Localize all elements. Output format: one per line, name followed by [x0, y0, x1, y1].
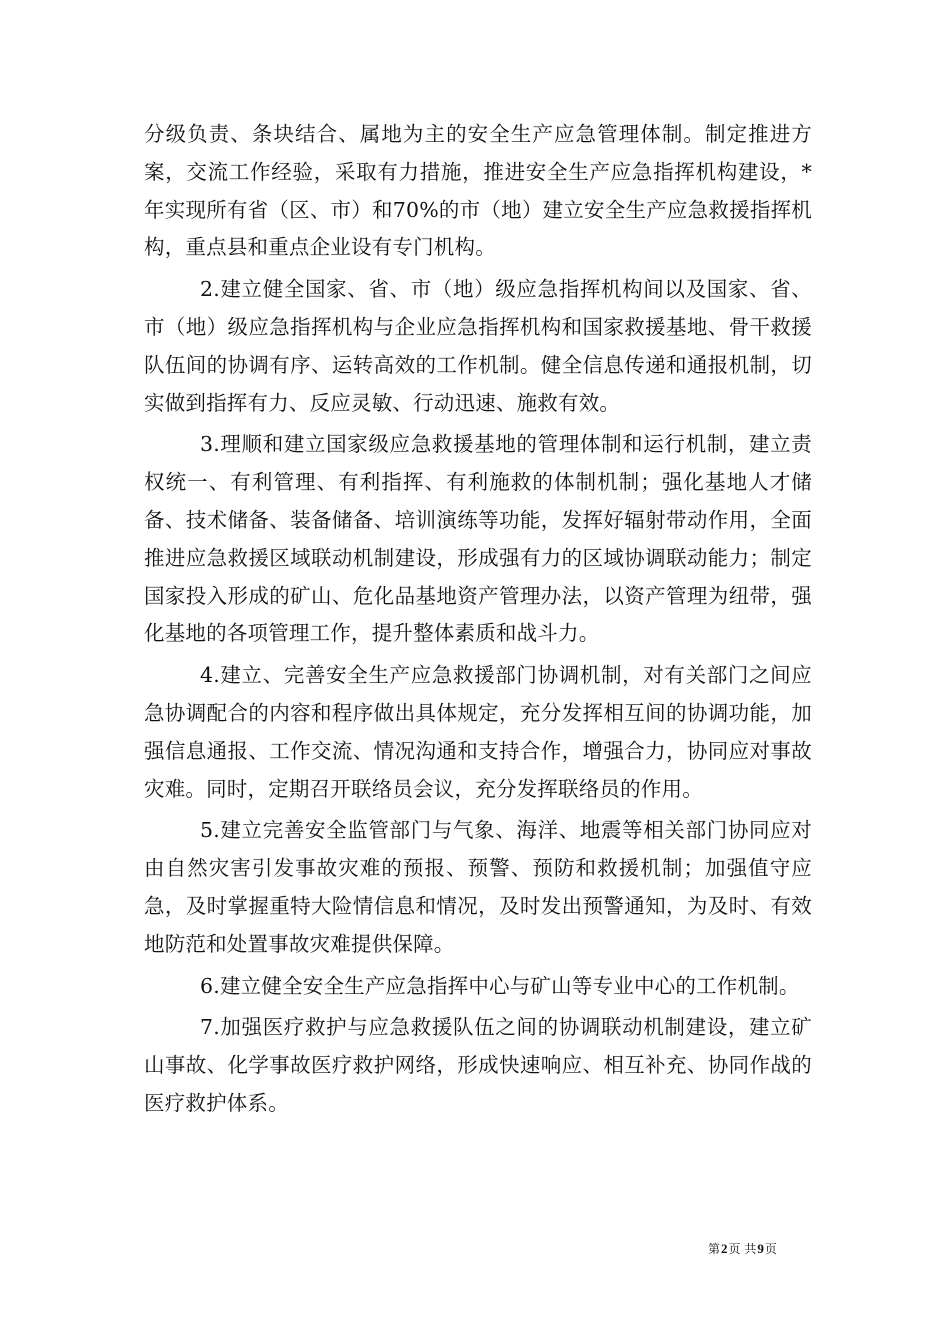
footer-prefix: 第 [708, 1242, 721, 1256]
document-body [144, 116, 812, 1127]
paragraph-1: 分级负责、条块结合、属地为主的安全生产应急管理体制。制定推进方案，交流工作经验，采取有力措施，推进安全生产应急指挥机构建设，*年实现所有省（区、市）和70%的市（地）建立安全生产应急救援指挥机构，重点县和重点企业设有专门机构。 [144, 122, 812, 260]
current-page-number: 2 [721, 1241, 728, 1256]
footer-middle: 页 共 [728, 1242, 757, 1256]
paragraph-4: 4.建立、完善安全生产应急救援部门协调机制，对有关部门之间应急协调配合的内容和程序做出具体规定，充分发挥相互间的协调功能，加强信息通报、工作交流、情况沟通和支持合作，增强合力，协同应对事故灾难。同时，定期召开联络员会议，充分发挥联络员的作用。 [144, 663, 812, 801]
total-page-count: 9 [757, 1241, 764, 1256]
footer-suffix: 页 [764, 1242, 777, 1256]
page-number-footer [708, 1241, 777, 1257]
paragraph-3: 3.理顺和建立国家级应急救援基地的管理体制和运行机制，建立责权统一、有利管理、有利指挥、有利施救的体制机制；强化基地人才储备、技术储备、装备储备、培训演练等功能，发挥好辐射带动作用，全面推进应急救援区域联动机制建设，形成强有力的区域协调联动能力；制定国家投入形成的矿山、危化品基地资产管理办法，以资产管理为纽带，强化基地的各项管理工作，提升整体素质和战斗力。 [144, 432, 812, 646]
paragraph-7: 7.加强医疗救护与应急救援队伍之间的协调联动机制建设，建立矿山事故、化学事故医疗救护网络，形成快速响应、相互补充、协同作战的医疗救护体系。 [144, 1015, 812, 1115]
paragraph-5: 5.建立完善安全监管部门与气象、海洋、地震等相关部门协同应对由自然灾害引发事故灾难的预报、预警、预防和救援机制；加强值守应急，及时掌握重特大险情信息和情况，及时发出预警通知，为及时、有效地防范和处置事故灾难提供保障。 [144, 818, 812, 956]
paragraph-6: 6.建立健全安全生产应急指挥中心与矿山等专业中心的工作机制。 [200, 973, 800, 998]
paragraph-2: 2.建立健全国家、省、市（地）级应急指挥机构间以及国家、省、市（地）级应急指挥机构与企业应急指挥机构和国家救援基地、骨干救援队伍间的协调有序、运转高效的工作机制。健全信息传递和通报机制，切实做到指挥有力、反应灵敏、行动迅速、施救有效。 [144, 277, 812, 415]
